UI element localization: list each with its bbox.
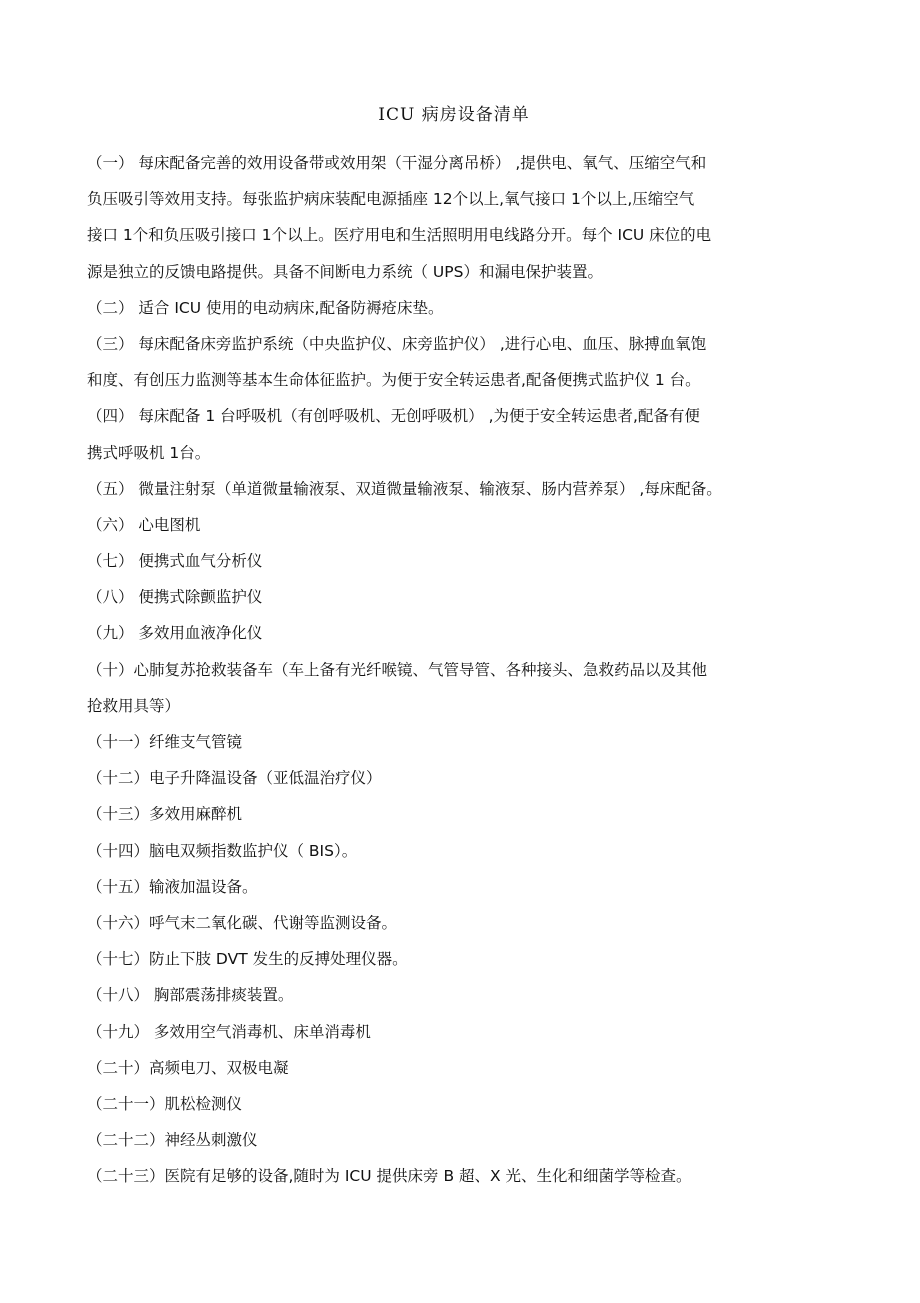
text-line: （十三）多效用麻醉机 (87, 805, 243, 824)
text-line: 和度、有创压力监测等基本生命体征监护。为便于安全转运患者,配备便携式监护仪 1 台。 (87, 371, 701, 390)
text-line: （十四）脑电双频指数监护仪（ BIS）。 (87, 841, 358, 860)
text-line: （十二）电子升降温设备（亚低温治疗仪） (87, 769, 382, 788)
text-line: （二十一）肌松检测仪 (87, 1094, 243, 1113)
text-line: （二十三）医院有足够的设备,随时为 ICU 提供床旁 B 超、X 光、生化和细菌学等检查。 (87, 1167, 692, 1186)
text-line: （六） 心电图机 (87, 515, 201, 534)
text-line: （十九） 多效用空气消毒机、床单消毒机 (87, 1022, 371, 1041)
text-line: （十）心肺复苏抢救装备车（车上备有光纤喉镜、气管导管、各种接头、急救药品以及其他 (87, 660, 708, 679)
text-line: 携式呼吸机 1台。 (87, 443, 211, 462)
text-line: 负压吸引等效用支持。每张监护病床装配电源插座 12个以上,氧气接口 1个以上,压缩空气 (87, 190, 695, 209)
text-line: （十七）防止下肢 DVT 发生的反搏处理仪器。 (87, 950, 408, 969)
text-line: （四） 每床配备 1 台呼吸机（有创呼吸机、无创呼吸机） ,为便于安全转运患者,配备有便 (87, 407, 700, 426)
text-line: （三） 每床配备床旁监护系统（中央监护仪、床旁监护仪） ,进行心电、血压、脉搏血氧饱 (87, 334, 707, 353)
text-line: （二） 适合 ICU 使用的电动病床,配备防褥疮床垫。 (87, 298, 444, 317)
text-line: 抢救用具等） (87, 696, 181, 715)
text-line: （二十二）神经丛刺激仪 (87, 1131, 258, 1150)
text-line: （一） 每床配备完善的效用设备带或效用架（干湿分离吊桥） ,提供电、氧气、压缩空气和 (87, 154, 707, 172)
text-line: （八） 便携式除颤监护仪 (87, 588, 263, 607)
text-line: （九） 多效用血液净化仪 (87, 624, 263, 643)
text-line: （十八） 胸部震荡排痰装置。 (87, 986, 294, 1005)
text-line: （五） 微量注射泵（单道微量输液泵、双道微量输液泵、输液泵、肠内营养泵） ,每床配备。 (87, 479, 722, 498)
text-line: （十六）呼气末二氧化碳、代谢等监测设备。 (87, 913, 398, 932)
text-line: 接口 1个和负压吸引接口 1个以上。医疗用电和生活照明用电线路分开。每个 ICU 床位的电 (87, 226, 712, 245)
document-title: ICU 病房设备清单 (378, 105, 530, 125)
text-line: （十五）输液加温设备。 (87, 877, 258, 896)
text-line: （七） 便携式血气分析仪 (87, 552, 263, 571)
text-line: （十一）纤维支气管镜 (87, 733, 243, 751)
text-line: （二十）高频电刀、双极电凝 (87, 1058, 289, 1077)
document-body (87, 145, 832, 1194)
text-line: 源是独立的反馈电路提供。具备不间断电力系统（ UPS）和漏电保护装置。 (87, 262, 603, 281)
